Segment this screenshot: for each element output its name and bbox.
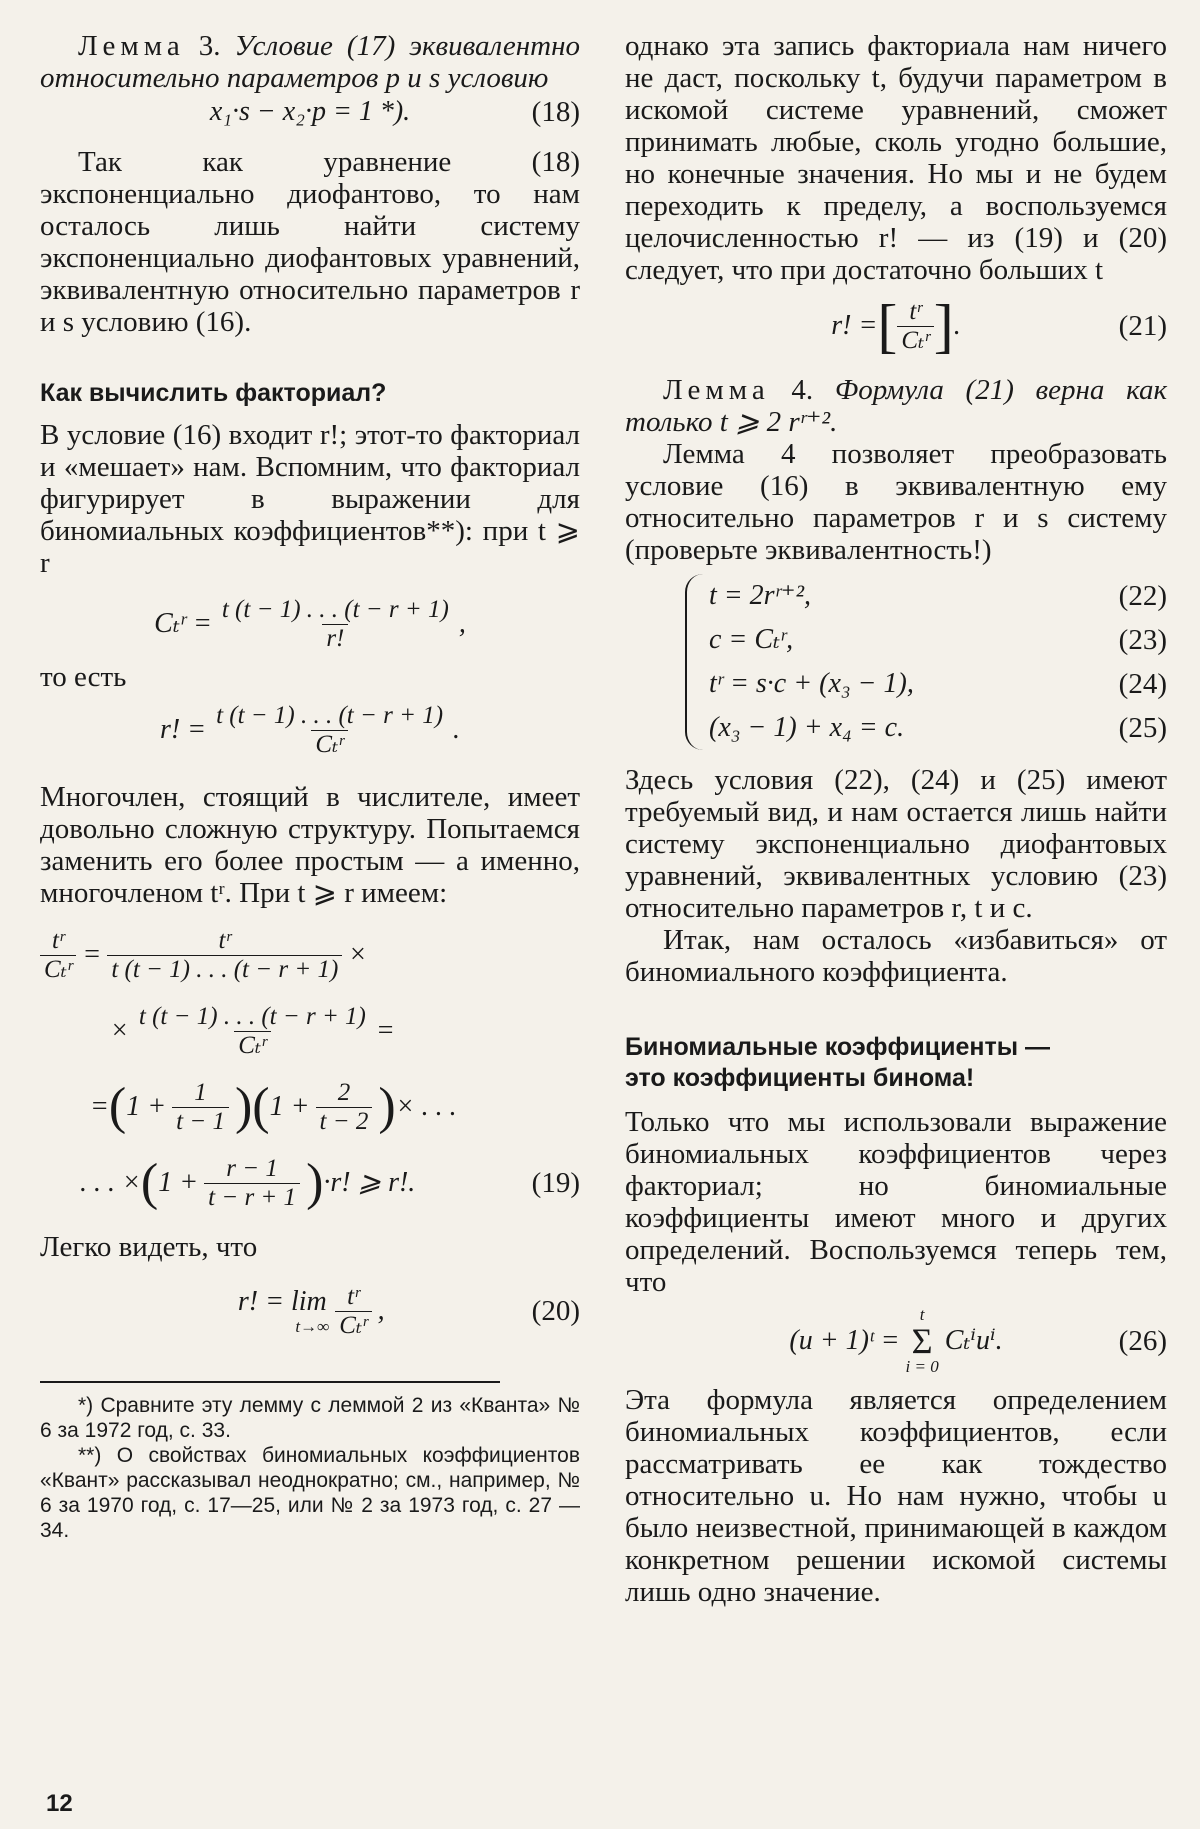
paragraph: Лемма 4 позволяет преобразовать условие (16) в эквивалентную ему относительно параметров r и s систему (проверьте эквивалентность!)	[625, 438, 1167, 566]
system-row: c = Cₜʳ, (23)	[709, 624, 1167, 656]
equation-factorial: r! = $\frac{t (t - 1) . . . (t - r + 1)}{\text{Cₜʳ}}$ .	[159, 701, 461, 758]
paragraph: Здесь условия (22), (24) и (25) имеют требуемый вид, и нам остается лишь найти систему экспоненциально диофантовых уравнений, эквивалентных условию (23) относительно параметров r, t и c.	[625, 764, 1167, 924]
left-column	[40, 30, 580, 1543]
equation-19-line-4: . . . × ( 1 + $\frac{r - 1}{t - r + 1}$ ) ·r! ⩾ r!. (19)	[80, 1154, 580, 1211]
equation-19-line-3: = ( 1 + $\frac{1}{t - 1}$ ) ( 1 + $\frac{2}{t - 2}$ ) × . . .	[90, 1078, 457, 1135]
paragraph: однако эта запись факториала нам ничего не даст, поскольку t, будучи параметром в искомой системе уравнений, сможет принимать любые, сколь угодно большие, но конечные значения. Но мы и не будем переходить к пределу, а воспользуемся целочисленностью r! — из (19) и (20) следует, что при достаточно больших t	[625, 30, 1167, 286]
section-heading: Как вычислить факториал?	[40, 379, 387, 407]
system-row: (x₃ − 1) + x₄ = c. (25)	[709, 712, 1167, 744]
paragraph: Легко видеть, что	[40, 1231, 258, 1263]
paragraph: В условие (16) входит r!; этот-то факториал и «мешает» нам. Вспомним, что факториал фигурирует в выражении для биномиальных коэффициентов**): при t ⩾ r	[40, 419, 580, 579]
equation-system	[685, 574, 1167, 750]
equation-number: (23)	[1118, 624, 1167, 656]
equation-19-line-2: × $\frac{t (t - 1) . . . (t - r + 1)}{\text{Cₜʳ}}$ =	[110, 1002, 395, 1059]
lemma-3-text: Условие (17) эквивалентно относительно параметров p и s условию	[40, 30, 580, 94]
equation-number: (26)	[1118, 1325, 1167, 1357]
lemma-3: Лемма 3. Условие (17) эквивалентно относительно параметров p и s условию	[40, 30, 580, 94]
paragraph: Эта формула является определением биномиальных коэффициентов, если рассматривать ее как тождество относительно u. Но нам нужно, чтобы u было неизвестной, принимающей в каждом конкретном решении искомой системы лишь одно значение.	[625, 1384, 1167, 1608]
lemma-4-text: Формула (21) верна как только t ⩾ 2 rʳ⁺².	[625, 374, 1168, 438]
equation-21: r! = [ $\frac{\text{tʳ}}{\text{Cₜʳ}}$ ] . (21)	[831, 293, 1167, 359]
paragraph: Только что мы использовали выражение биномиальных коэффициентов через факториал; но биномиальные коэффициенты имеют много и других определений. Воспользуемся теперь тем, что	[625, 1106, 1167, 1298]
section-heading: Биномиальные коэффициенты — это коэффициенты бинома!	[625, 1033, 1051, 1092]
equation-number: (21)	[1118, 310, 1167, 342]
footnote-2: **) О свойствах биномиальных коэффициентов «Квант» рассказывал неоднократно; см., например, № 6 за 1970 год, с. 17—25, или № 2 за 1973 год, с. 27 — 34.	[40, 1444, 580, 1542]
equation-binomial: Cₜʳ = $\frac{t (t - 1) . . . (t - r + 1)}{r!}$ ,	[154, 595, 466, 652]
equation-number: (25)	[1118, 712, 1167, 744]
footnote-divider	[40, 1381, 500, 1383]
lemma-3-word: Лемма	[78, 30, 185, 62]
paragraph: Многочлен, стоящий в числителе, имеет довольно сложную структуру. Попытаемся заменить его более простым — а именно, многочленом tʳ. При t ⩾ r имеем:	[40, 781, 580, 909]
paragraph: Итак, нам осталось «избавиться» от биномиального коэффициента.	[625, 924, 1167, 988]
equation-18: x₁·s − x₂·p = 1 *). (18)	[209, 96, 580, 128]
equation-number: (22)	[1118, 580, 1167, 612]
paragraph: то есть	[40, 661, 127, 693]
paragraph: Так как уравнение (18) экспоненциально диофантово, то нам осталось лишь найти систему экспоненциально диофантовых уравнений, эквивалентную относительно параметров r и s условию (16).	[40, 146, 580, 338]
footnote-1: *) Сравните эту лемму с леммой 2 из «Кванта» № 6 за 1972 год, с. 33.	[40, 1394, 580, 1442]
equation-number: (18)	[531, 96, 580, 128]
equation-19-line-1: $\frac{\text{tʳ}}{\text{Cₜʳ}}$ = $\frac{\text{tʳ}}{t (t - 1) . . . (t - r + 1)}$ ×	[40, 917, 580, 993]
lemma-4: Лемма 4. Формула (21) верна как только t ⩾ 2 rʳ⁺².	[625, 374, 1168, 438]
equation-number: (19)	[531, 1167, 580, 1199]
equation-number: (20)	[531, 1295, 580, 1327]
system-row: t = 2rʳ⁺², (22)	[709, 580, 1167, 612]
system-row: tʳ = s·c + (x₃ − 1), (24)	[709, 668, 1167, 700]
equation-number: (24)	[1118, 668, 1167, 700]
right-column	[625, 30, 1167, 1608]
page-number: 12	[46, 1790, 73, 1817]
lemma-4-word: Лемма	[663, 374, 770, 406]
equation-26: (u + 1)ᵗ = t Σ i = 0 Cₜⁱuⁱ. (26)	[789, 1305, 1167, 1376]
equation-20: r! = lim t→∞ $\frac{\text{tʳ}}{\text{Cₜʳ}}$ , (20)	[237, 1282, 580, 1339]
